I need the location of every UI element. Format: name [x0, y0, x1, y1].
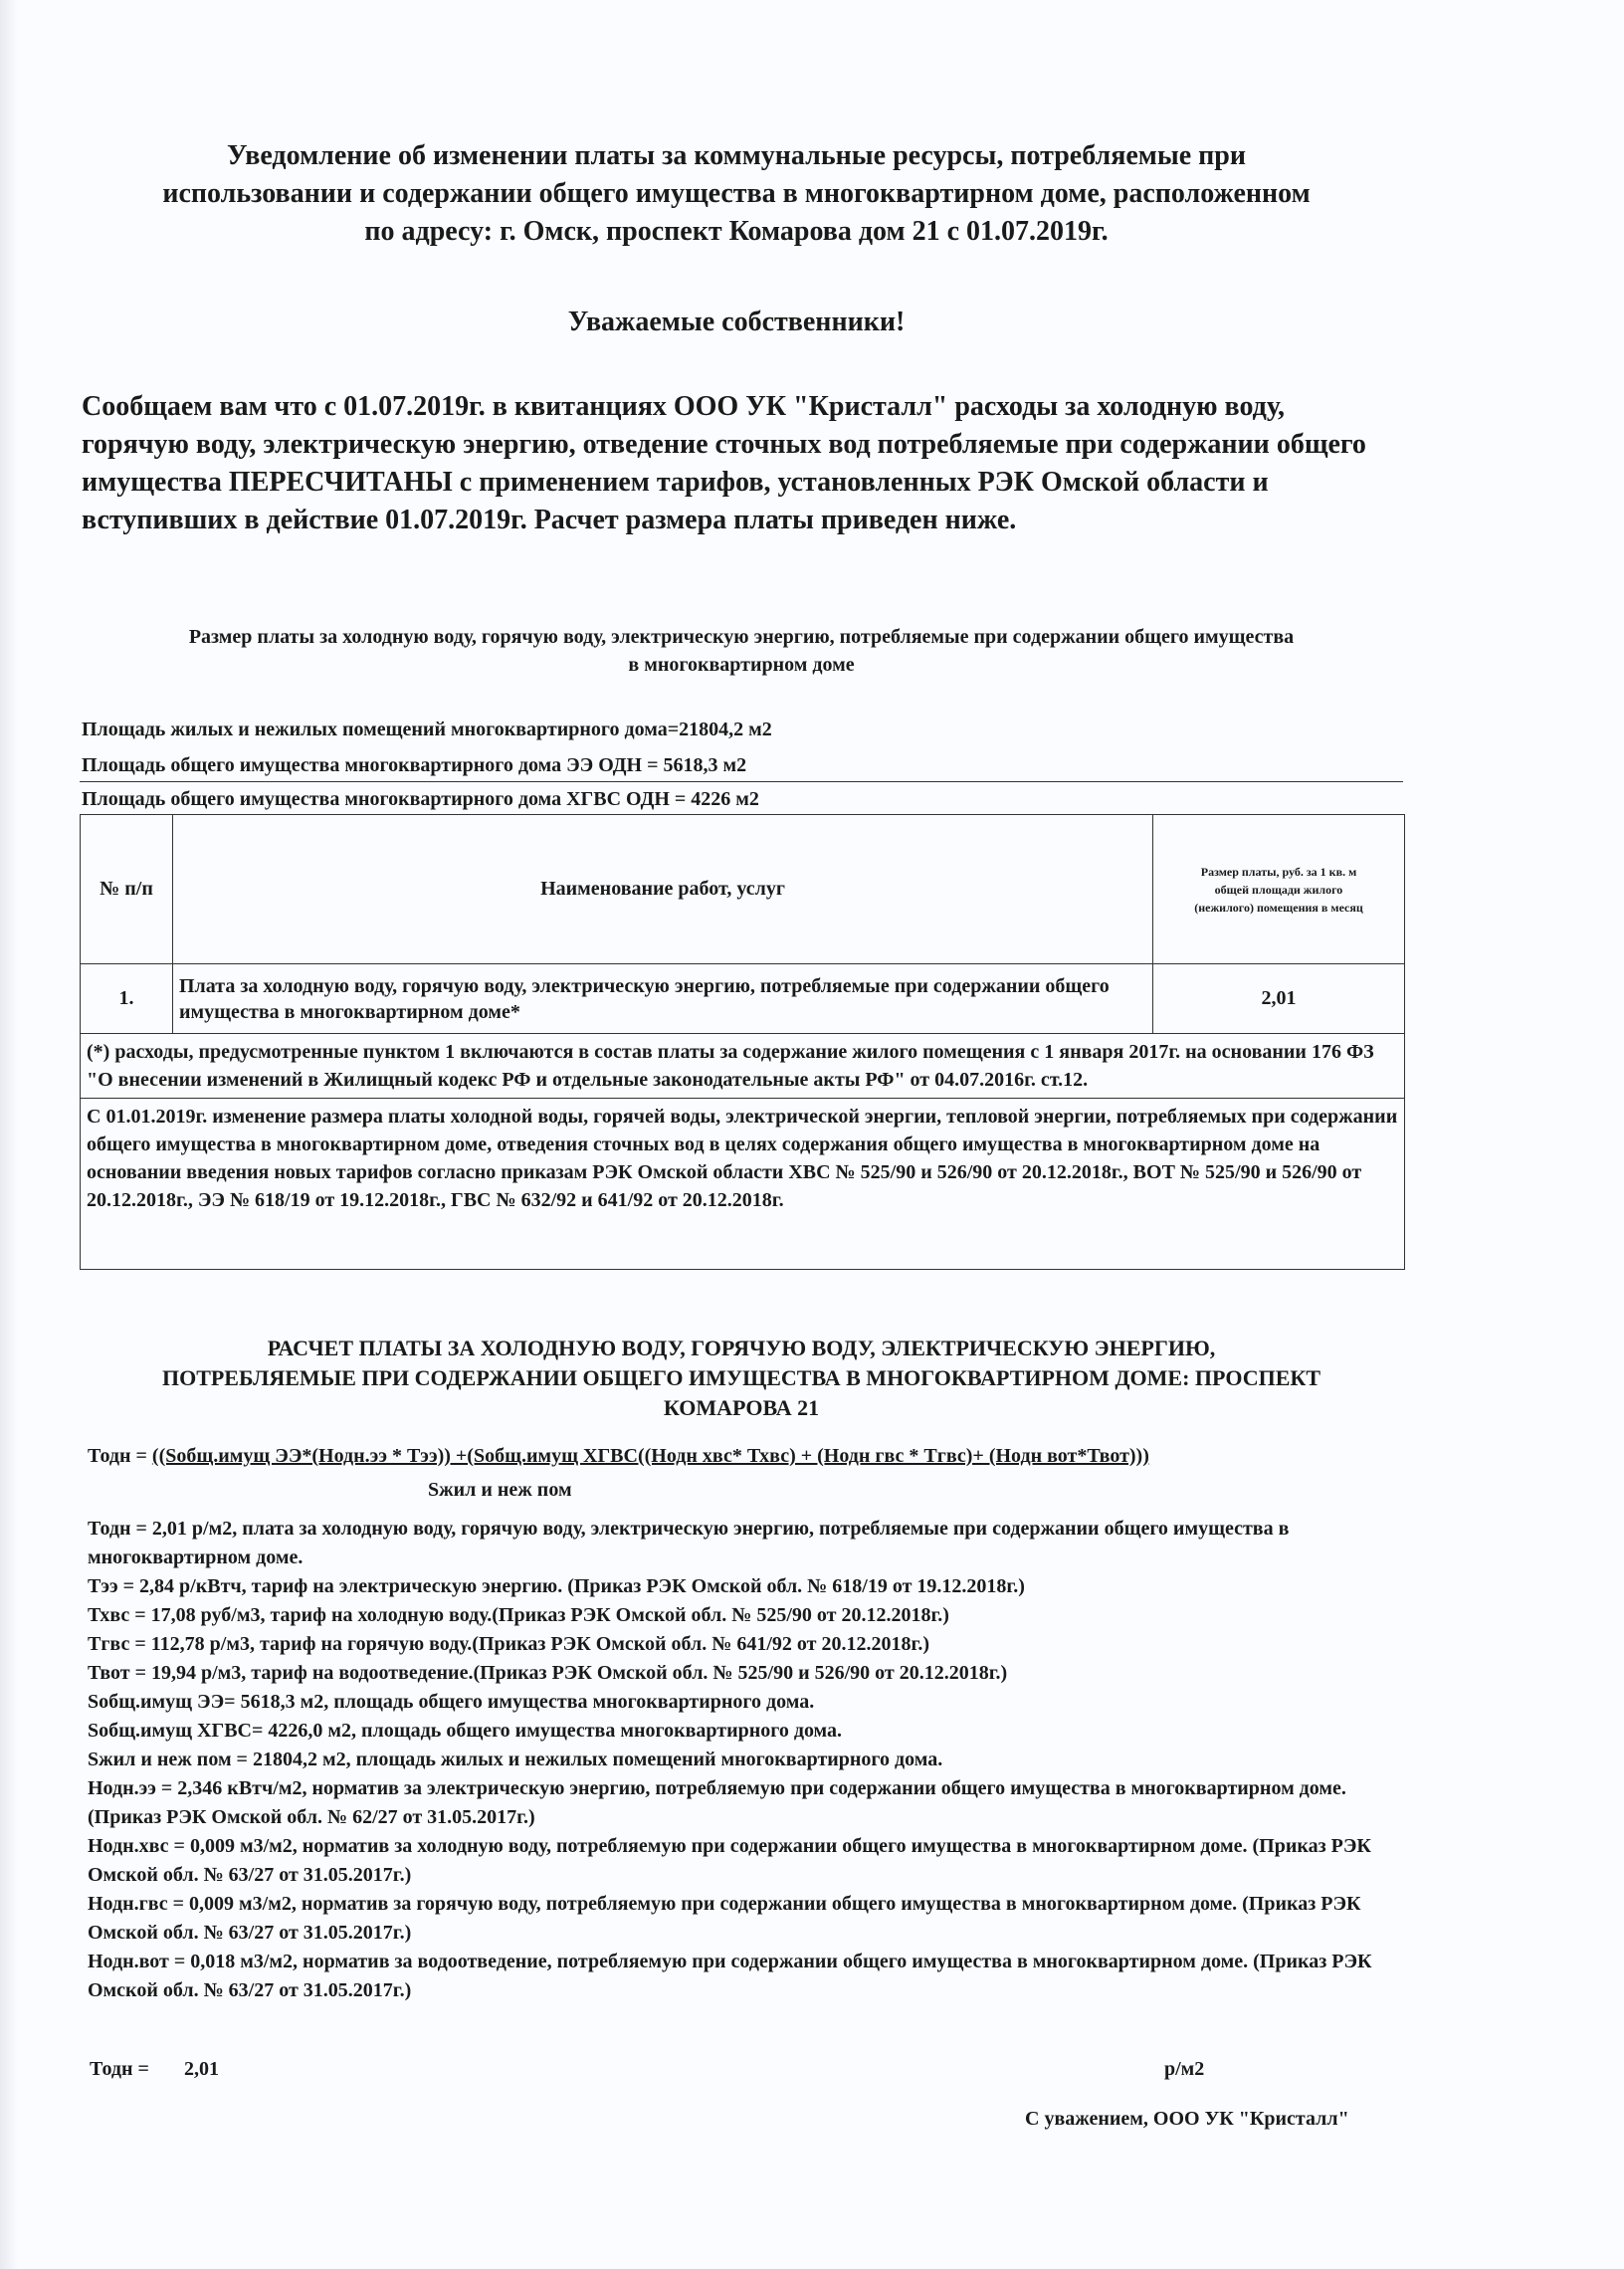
formula-numerator-line [88, 1445, 1149, 1468]
header-num: № п/п [81, 815, 173, 964]
scan-edge-shadow [0, 0, 18, 2269]
definition-item: Тээ = 2,84 р/кВтч, тариф на электрическую энергию. (Приказ РЭК Омской обл. № 618/19 от 19.12.2018г.) [88, 1575, 1025, 1597]
area-ee: Площадь общего имущества многоквартирного дома ЭЭ ОДН = 5618,3 м2 [82, 754, 747, 776]
section-heading-line-1: Размер платы за холодную воду, горячую воду, электрическую энергию, потребляемые при содержании общего имущества [188, 626, 1295, 648]
signature: С уважением, ООО УК "Кристалл" [1025, 2108, 1349, 2130]
definition-item: Тгвс = 112,78 р/м3, тариф на горячую воду.(Приказ РЭК Омской обл. № 641/92 от 20.12.2018г.) [88, 1633, 929, 1655]
definition-item: Тхвс = 17,08 руб/м3, тариф на холодную воду.(Приказ РЭК Омской обл. № 525/90 от 20.12.2018г.) [88, 1604, 949, 1626]
area-hgvs: Площадь общего имущества многоквартирного дома ХГВС ОДН = 4226 м2 [82, 788, 759, 810]
section-heading-line-2: в многоквартирном доме [628, 654, 855, 676]
table-note-1: (*) расходы, предусмотренные пунктом 1 включаются в состав платы за содержание жилого помещения с 1 января 2017г. на основании 176 ФЗ "О внесении изменений в Жилищный кодекс РФ и отдельные законодательные акты РФ" от 04.07.2016г. ст.12. [81, 1034, 1405, 1099]
calc-heading-line-2: ПОТРЕБЛЯЕМЫЕ ПРИ СОДЕРЖАНИИ ОБЩЕГО ИМУЩЕСТВА В МНОГОКВАРТИРНОМ ДОМЕ: ПРОСПЕКТ [161, 1365, 1321, 1390]
table-note-row [81, 1034, 1405, 1099]
header-pay-line-2: общей площади жилого [1214, 882, 1343, 897]
definitions-list [88, 1515, 1411, 2005]
divider-line [80, 781, 1403, 782]
header-pay-line-3: (нежилого) помещения в месяц [1194, 900, 1363, 915]
row-pay: 2,01 [1153, 964, 1405, 1034]
header-pay-line-1: Размер платы, руб. за 1 кв. м [1200, 864, 1357, 879]
header-pay [1153, 815, 1405, 964]
title-line-2: использовании и содержании общего имущества в многоквартирном доме, расположенном [162, 178, 1311, 209]
row-name: Плата за холодную воду, горячую воду, электрическую энергию, потребляемые при содержании общего имущества в многоквартирном доме* [173, 964, 1153, 1034]
calc-heading-line-3: КОМАРОВА 21 [663, 1395, 820, 1420]
greeting: Уважаемые собственники! [567, 307, 906, 337]
services-table [80, 814, 1405, 1270]
section-heading [80, 623, 1403, 679]
row-num: 1. [81, 964, 173, 1034]
formula-numerator: ((Sобщ.имущ ЭЭ*(Нодн.ээ * Тээ)) +(Sобщ.имущ ХГВС((Нодн хвс* Тхвс) + (Нодн гвс * Тгвс)+ (Нодн вот*Твот))) [151, 1445, 1149, 1467]
table-note-2: С 01.01.2019г. изменение размера платы холодной воды, горячей воды, электрической энергии, тепловой энергии, потребляемых при содержании общего имущества в многоквартирном доме, отведения сточных вод в целях содержания общего имущества в многоквартирном доме на основании введения новых тарифов согласно приказам РЭК Омской области ХВС № 525/90 и 526/90 от 20.12.2018г., ВОТ № 525/90 и 526/90 от 20.12.2018г., ЭЭ № 618/19 от 19.12.2018г., ГВС № 632/92 и 641/92 от 20.12.2018г. [81, 1099, 1405, 1270]
result-label: Тодн = [90, 2058, 149, 2080]
definition-item: Нодн.хвс = 0,009 м3/м2, норматив за холодную воду, потребляемую при содержании общего имущества в многоквартирном доме. (Приказ РЭК Омской обл. № 63/27 от 31.05.2017г.) [88, 1835, 1371, 1886]
definition-item: Sобщ.имущ ЭЭ= 5618,3 м2, площадь общего имущества многоквартирного дома. [88, 1691, 815, 1713]
table-note-row-2 [81, 1099, 1405, 1270]
definition-item: Sобщ.имущ ХГВС= 4226,0 м2, площадь общего имущества многоквартирного дома. [88, 1720, 843, 1742]
table-header-row [81, 815, 1405, 964]
area-total: Площадь жилых и нежилых помещений многоквартирного дома=21804,2 м2 [82, 719, 772, 740]
intro-paragraph: Сообщаем вам что с 01.07.2019г. в квитанциях ООО УК "Кристалл" расходы за холодную воду, горячую воду, электрическую энергию, отведение сточных вод потребляемые при содержании общего имущества ПЕРЕСЧИТАНЫ с применением тарифов, установленных РЭК Омской области и вступивших в действие 01.07.2019г. Расчет размера платы приведен ниже. [82, 391, 1366, 535]
calc-heading [109, 1334, 1373, 1423]
table-row [81, 964, 1405, 1034]
calc-heading-line-1: РАСЧЕТ ПЛАТЫ ЗА ХОЛОДНУЮ ВОДУ, ГОРЯЧУЮ ВОДУ, ЭЛЕКТРИЧЕСКУЮ ЭНЕРГИЮ, [267, 1336, 1216, 1360]
header-name: Наименование работ, услуг [173, 815, 1153, 964]
notice-title [90, 137, 1383, 251]
definition-item: Нодн.вот = 0,018 м3/м2, норматив за водоотведение, потребляемую при содержании общего имущества в многоквартирном доме. (Приказ РЭК Омской обл. № 63/27 от 31.05.2017г.) [88, 1951, 1372, 2001]
definition-item: Sжил и неж пом = 21804,2 м2, площадь жилых и нежилых помещений многоквартирного дома. [88, 1749, 943, 1770]
definition-item: Нодн.гвс = 0,009 м3/м2, норматив за горячую воду, потребляемую при содержании общего имущества в многоквартирном доме. (Приказ РЭК Омской обл. № 63/27 от 31.05.2017г.) [88, 1893, 1361, 1944]
title-line-3: по адресу: г. Омск, проспект Комарова дом 21 с 01.07.2019г. [364, 216, 1109, 247]
title-line-1: Уведомление об изменении платы за коммунальные ресурсы, потребляемые при [227, 140, 1246, 171]
formula-denominator: Sжил и неж пом [428, 1479, 572, 1501]
result-unit: р/м2 [1164, 2058, 1205, 2080]
formula-prefix: Тодн = [88, 1445, 152, 1467]
definition-item: Твот = 19,94 р/м3, тариф на водоотведение.(Приказ РЭК Омской обл. № 525/90 и 526/90 от 20.12.2018г.) [88, 1662, 1008, 1684]
definition-item: Тодн = 2,01 р/м2, плата за холодную воду, горячую воду, электрическую энергию, потребляемые при содержании общего имущества в многоквартирном доме. [88, 1518, 1290, 1568]
result-value: 2,01 [184, 2058, 219, 2080]
definition-item: Нодн.ээ = 2,346 кВтч/м2, норматив за электрическую энергию, потребляемую при содержании общего имущества в многоквартирном доме.(Приказ РЭК Омской обл. № 62/27 от 31.05.2017г.) [88, 1777, 1346, 1828]
